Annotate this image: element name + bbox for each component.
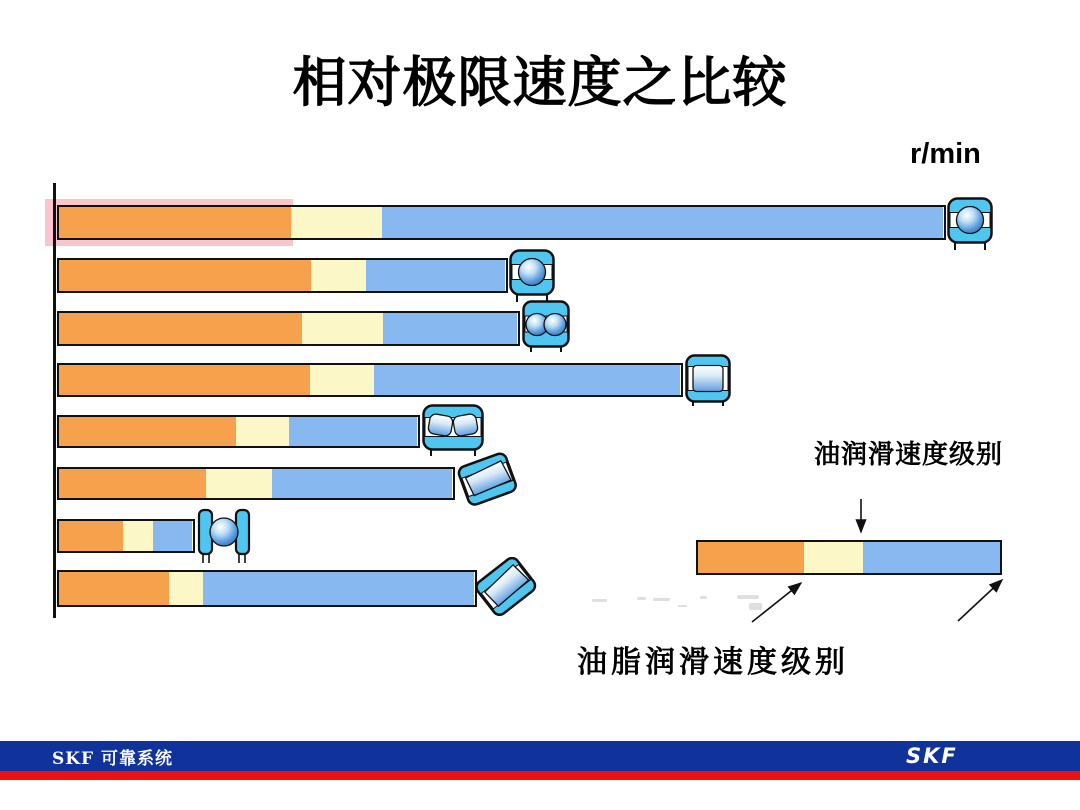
angular-contact-ball-bearing-icon — [509, 249, 555, 303]
transition-segment — [123, 521, 153, 551]
oil-segment — [366, 260, 505, 291]
grease-segment — [59, 260, 311, 291]
speed-bar-angular-contact-ball-bearing — [57, 258, 508, 293]
speed-bar-thrust-ball-bearing — [57, 519, 195, 553]
grease-segment — [59, 417, 236, 446]
grease-segment — [59, 572, 169, 605]
grease-lubrication-label: 油脂润滑速度级别 — [577, 645, 849, 680]
footer-red-stripe — [0, 771, 1080, 780]
speed-bar-deep-groove-ball-bearing — [57, 205, 946, 240]
oil-segment — [383, 313, 517, 344]
legend-oil-segment — [863, 542, 1000, 573]
transition-segment — [310, 365, 374, 395]
chart-axis-line — [53, 183, 56, 618]
grease-segment — [59, 365, 310, 395]
transition-segment — [311, 260, 366, 291]
transition-segment — [169, 572, 203, 605]
thrust-ball-bearing-icon — [197, 508, 251, 566]
oil-segment — [374, 365, 680, 395]
tapered-roller-bearing-icon — [456, 450, 520, 512]
skf-logo: SKF — [906, 744, 958, 768]
transition-segment — [206, 469, 272, 498]
grease-segment — [59, 521, 123, 551]
steep-angle-tapered-roller-bearing-icon — [475, 557, 539, 619]
unit-label: r/min — [910, 138, 981, 170]
grease-segment — [59, 313, 302, 344]
oil-segment — [153, 521, 192, 551]
oil-lubrication-label: 油润滑速度级别 — [814, 440, 1004, 470]
transition-segment — [302, 313, 383, 344]
oil-segment — [382, 207, 943, 238]
speed-bar-spherical-roller-bearing — [57, 415, 420, 448]
grease-arrow-right — [958, 580, 1002, 621]
oil-segment — [289, 417, 417, 446]
footer-brand-text: SKF 可靠系统 — [52, 748, 174, 769]
transition-segment — [236, 417, 289, 446]
cylindrical-roller-bearing-icon — [685, 354, 731, 406]
slide-title: 相对极限速度之比较 — [292, 50, 788, 114]
grease-segment — [59, 469, 206, 498]
footer-bar — [0, 741, 1080, 771]
oil-segment — [203, 572, 474, 605]
speed-bar-cylindrical-roller-bearing — [57, 363, 683, 397]
transition-segment — [291, 207, 382, 238]
deep-groove-ball-bearing-icon — [947, 197, 993, 251]
legend-transition-segment — [804, 542, 863, 573]
speed-bar-tapered-roller-bearing — [57, 467, 455, 500]
oil-segment — [272, 469, 452, 498]
grease-segment — [59, 207, 291, 238]
speed-bar-steep-angle-tapered-roller-bearing — [57, 570, 477, 607]
legend-grease-segment — [698, 542, 804, 573]
legend-bar — [696, 540, 1002, 575]
speed-bar-double-row-ball-bearing — [57, 311, 520, 346]
double-row-ball-bearing-icon — [522, 300, 570, 352]
